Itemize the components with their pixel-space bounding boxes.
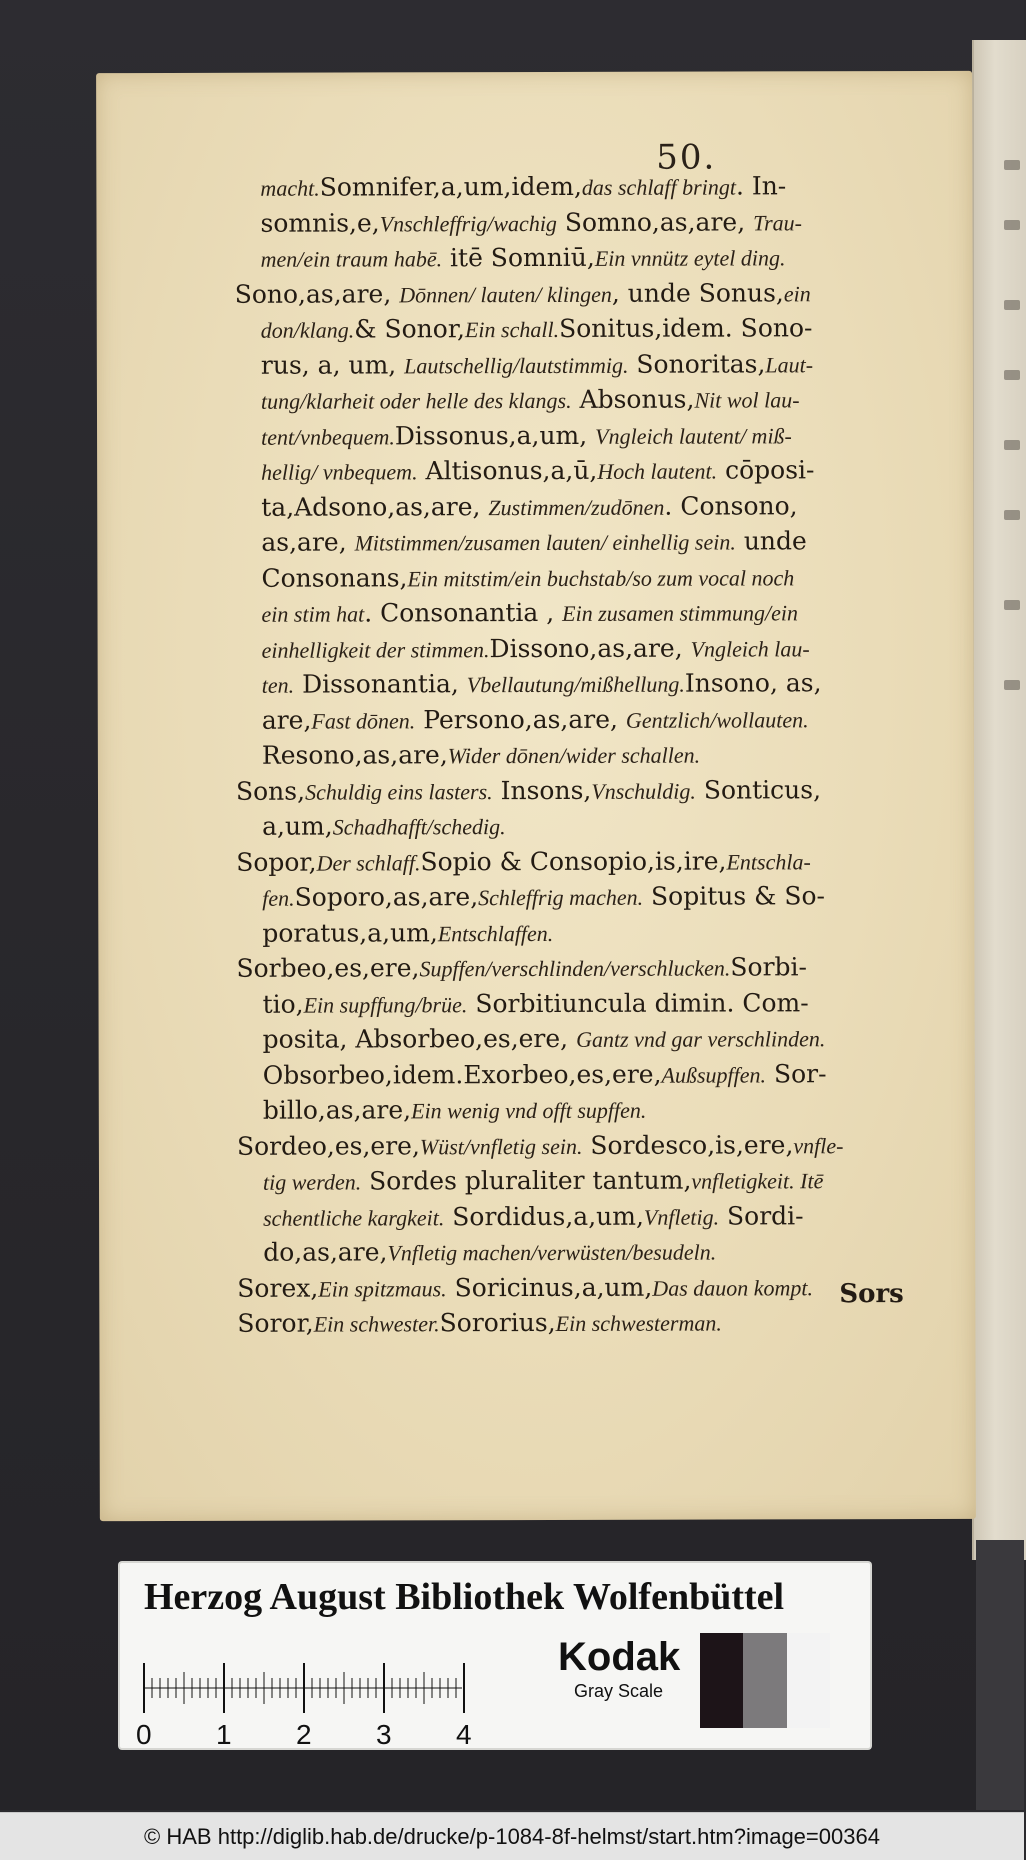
german-gloss: men/ein traum habē.: [260, 246, 443, 272]
dictionary-continuation-line: [235, 453, 925, 490]
dictionary-continuation-line: [236, 914, 926, 951]
dictionary-continuation-line: [234, 204, 924, 241]
dictionary-entry-line: [237, 1269, 927, 1306]
latin-text: itē Somniū,: [442, 242, 595, 273]
latin-text: & Sonor,: [354, 314, 466, 344]
latin-text: Resono,as,are,: [261, 740, 448, 770]
german-gloss: einhelligkeit der stimmen.: [261, 636, 490, 663]
dictionary-continuation-line: [237, 1163, 927, 1200]
latin-text: Dissonantia,: [294, 669, 467, 699]
latin-text: Insons,: [492, 775, 592, 805]
latin-text: . Consonantia ,: [364, 597, 563, 628]
latin-text: a,um,: [262, 811, 333, 841]
latin-text: Sordeo,es,ere,: [236, 1130, 420, 1161]
latin-text: Sopitus & So-: [643, 881, 826, 911]
latin-text: Somno,as,are,: [556, 206, 754, 237]
german-gloss: Supffen/verschlinden/verschlucken.: [419, 955, 731, 982]
latin-text: Sordesco,is,ere,: [582, 1129, 794, 1160]
german-gloss: don/klang.: [260, 317, 355, 343]
kodak-logo-text: Kodak: [558, 1635, 681, 1679]
german-gloss: Laut-: [765, 351, 814, 377]
german-gloss: Mitstimmen/zusamen lauten/ einhellig sein.: [354, 529, 736, 556]
latin-text: are,: [261, 705, 312, 735]
dictionary-entry-line: [236, 772, 926, 809]
german-gloss: ten.: [261, 672, 295, 698]
latin-text: Sordes pluraliter tantum,: [361, 1165, 692, 1196]
dictionary-continuation-line: [235, 382, 925, 419]
adjacent-page-edge: [972, 40, 1026, 1560]
dictionary-continuation-line: [236, 737, 926, 774]
german-gloss: Vnschleffrig/wachig: [379, 210, 557, 236]
dictionary-continuation-line: [235, 559, 925, 596]
german-gloss: Nit wol lau-: [694, 387, 800, 413]
german-gloss: tig werden.: [262, 1169, 362, 1195]
latin-text: Altisonus,a,ū,: [417, 455, 598, 486]
dictionary-continuation-line: [235, 524, 925, 561]
german-gloss: Wüst/vnfletig sein.: [419, 1133, 583, 1159]
german-gloss: Zustimmen/zudōnen: [488, 494, 665, 520]
latin-text: as,are,: [261, 527, 355, 557]
latin-text: . Consono,: [664, 490, 798, 521]
german-gloss: Hoch lautent.: [597, 458, 718, 484]
german-gloss: tung/klarheit oder helle des klangs.: [260, 387, 572, 414]
latin-text: Sororius,: [439, 1307, 556, 1338]
latin-text: Sopor,: [236, 847, 317, 877]
latin-text: Sonticus,: [695, 774, 822, 805]
german-gloss: Vnschuldig.: [591, 778, 696, 804]
dictionary-continuation-line: [235, 488, 925, 525]
german-gloss: Fast dōnen.: [311, 707, 416, 734]
german-gloss: vnfle-: [793, 1132, 844, 1158]
german-gloss: Gantz vnd gar verschlinden.: [576, 1026, 826, 1052]
german-gloss: Dōnnen/ lauten/ klingen: [399, 281, 612, 307]
dictionary-entries: [234, 169, 927, 1342]
page-number: 50.: [656, 137, 717, 178]
german-gloss: Ein vnnütz eytel ding.: [594, 245, 786, 271]
latin-text: Soror,: [237, 1308, 314, 1338]
color-scale-card: [120, 1563, 870, 1748]
book-page: [96, 71, 976, 1521]
latin-text: ta,Adsono,as,are,: [261, 491, 489, 522]
dictionary-continuation-line: [236, 666, 926, 703]
ruler-number: 4: [456, 1719, 472, 1750]
latin-text: Sons,: [235, 776, 306, 806]
german-gloss: Trau-: [753, 209, 803, 235]
dictionary-continuation-line: [236, 630, 926, 667]
dictionary-continuation-line: [236, 808, 926, 845]
dictionary-entry-line: [235, 275, 925, 312]
gray-swatch: [700, 1633, 743, 1728]
latin-text: Soporo,as,are,: [294, 882, 479, 912]
catchword: Sors: [839, 1279, 904, 1310]
dictionary-continuation-line: [235, 595, 925, 632]
german-gloss: macht.: [260, 175, 320, 201]
dictionary-continuation-line: [236, 879, 926, 916]
dictionary-entry-line: [237, 1127, 927, 1164]
dictionary-continuation-line: [234, 169, 924, 206]
scale-ruler: [136, 1648, 544, 1750]
dictionary-continuation-line: [237, 1198, 927, 1235]
latin-text: cōposi-: [717, 455, 815, 485]
copyright-footer: © HAB http://diglib.hab.de/drucke/p-1084-8f-helmst/start.htm?image=00364: [0, 1812, 1024, 1860]
german-gloss: Vngleich lau-: [690, 635, 810, 662]
latin-text: billo,as,are,: [262, 1095, 412, 1125]
latin-text: Somnifer,a,um,idem,: [319, 171, 582, 202]
german-gloss: Vngleich lautent/ miß-: [595, 422, 792, 449]
dictionary-continuation-line: [236, 985, 926, 1022]
dictionary-continuation-line: [235, 346, 925, 383]
latin-text: Sorbitiuncula dimin. Com-: [467, 987, 809, 1018]
dictionary-continuation-line: [237, 1021, 927, 1058]
ruler-number: 0: [136, 1719, 152, 1750]
german-gloss: Entschlaffen.: [437, 920, 554, 946]
german-gloss: das schlaff bringt: [581, 174, 736, 200]
german-gloss: Ein schall.: [464, 316, 560, 343]
german-gloss: Vbellautung/mißhellung.: [466, 671, 685, 698]
latin-text: somnis,e,: [260, 207, 380, 238]
latin-text: Sonoritas,: [628, 348, 766, 379]
german-gloss: Lautschellig/lautstimmig.: [404, 352, 629, 378]
dictionary-continuation-line: [235, 311, 925, 348]
gray-swatch: [787, 1633, 830, 1728]
latin-text: , unde Sonus,: [611, 277, 784, 308]
german-gloss: Ein spitzmaus.: [318, 1275, 447, 1302]
german-gloss: Entschla-: [726, 848, 811, 875]
ruler-number: 3: [376, 1719, 392, 1750]
latin-text: Sonitus,idem. Sono-: [559, 313, 813, 343]
latin-text: do,as,are,: [263, 1237, 388, 1267]
german-gloss: Gentzlich/wollauten.: [625, 706, 809, 733]
latin-text: posita, Absorbeo,es,ere,: [262, 1023, 577, 1054]
latin-text: Soricinus,a,um,: [446, 1272, 653, 1302]
german-gloss: Der schlaff.: [316, 849, 421, 876]
latin-text: Dissono,as,are,: [489, 633, 691, 663]
latin-text: Sorbi-: [730, 952, 808, 982]
latin-text: Dissonus,a,um,: [394, 420, 596, 450]
latin-text: Sono,as,are,: [234, 278, 400, 309]
german-gloss: tent/vnbequem.: [261, 423, 395, 450]
adjacent-page-shadow: [976, 1540, 1024, 1810]
dictionary-continuation-line: [236, 701, 926, 738]
library-name: Herzog August Bibliothek Wolfenbüttel: [144, 1576, 785, 1618]
dictionary-continuation-line: [235, 417, 925, 454]
german-gloss: ein stim hat: [261, 601, 365, 627]
latin-text: Sorex,: [237, 1273, 319, 1303]
german-gloss: Ein supffung/brüe.: [303, 991, 468, 1018]
german-gloss: Vnfletig machen/verwüsten/besudeln.: [387, 1239, 717, 1266]
latin-text: Sor-: [765, 1058, 827, 1088]
german-gloss: ein: [783, 280, 811, 306]
german-gloss: Wider dōnen/wider schallen.: [447, 742, 701, 769]
latin-text: Sordi-: [719, 1200, 804, 1231]
german-gloss: Ein schwester.: [313, 1311, 440, 1337]
german-gloss: hellig/ vnbequem.: [261, 459, 418, 485]
gray-scale-label: Gray Scale: [574, 1681, 664, 1701]
latin-text: tio,: [262, 989, 304, 1019]
german-gloss: Ein schwesterman.: [555, 1310, 722, 1336]
german-gloss: Ein mitstim/ein buchstab/so zum vocal noch: [407, 564, 795, 591]
german-gloss: Ein wenig vnd offt supffen.: [411, 1097, 647, 1124]
dictionary-continuation-line: [237, 1092, 927, 1129]
dictionary-continuation-line: [237, 1234, 927, 1271]
latin-text: Insono, as,: [684, 668, 822, 698]
german-gloss: Vnfletig.: [643, 1204, 720, 1230]
german-gloss: Schleffrig machen.: [478, 884, 644, 911]
latin-text: unde: [735, 526, 807, 556]
german-gloss: schentliche kargkeit.: [263, 1204, 445, 1231]
latin-text: Obsorbeo,idem.Exorbeo,es,ere,: [262, 1059, 662, 1090]
ruler-number: 1: [216, 1719, 232, 1750]
gray-swatch: [743, 1633, 786, 1728]
latin-text: Consonans,: [261, 562, 408, 593]
german-gloss: vnfletigkeit. Itē: [691, 1168, 824, 1194]
dictionary-continuation-line: [235, 240, 925, 277]
latin-text: Sordidus,a,um,: [444, 1201, 644, 1231]
latin-text: Persono,as,are,: [415, 704, 626, 734]
german-gloss: Schuldig eins lasters.: [305, 778, 493, 805]
latin-text: Sorbeo,es,ere,: [236, 953, 420, 983]
latin-text: Sopio & Consopio,is,ire,: [420, 846, 727, 876]
latin-text: . In-: [735, 171, 787, 201]
german-gloss: Schadhafft/schedig.: [332, 814, 506, 840]
latin-text: poratus,a,um,: [262, 917, 438, 948]
dictionary-continuation-line: [237, 1056, 927, 1093]
dictionary-entry-line: [237, 1305, 927, 1342]
latin-text: Absonus,: [571, 384, 695, 414]
dictionary-entry-line: [236, 843, 926, 880]
german-gloss: fen.: [262, 885, 295, 911]
latin-text: rus, a, um,: [260, 349, 405, 380]
dictionary-entry-line: [236, 950, 926, 987]
german-gloss: Das dauon kompt.: [652, 1274, 814, 1301]
german-gloss: Ein zusamen stimmung/ein: [562, 600, 799, 626]
gray-swatches: [700, 1633, 830, 1728]
german-gloss: Außsupffen.: [661, 1061, 767, 1088]
ruler-number: 2: [296, 1719, 312, 1750]
